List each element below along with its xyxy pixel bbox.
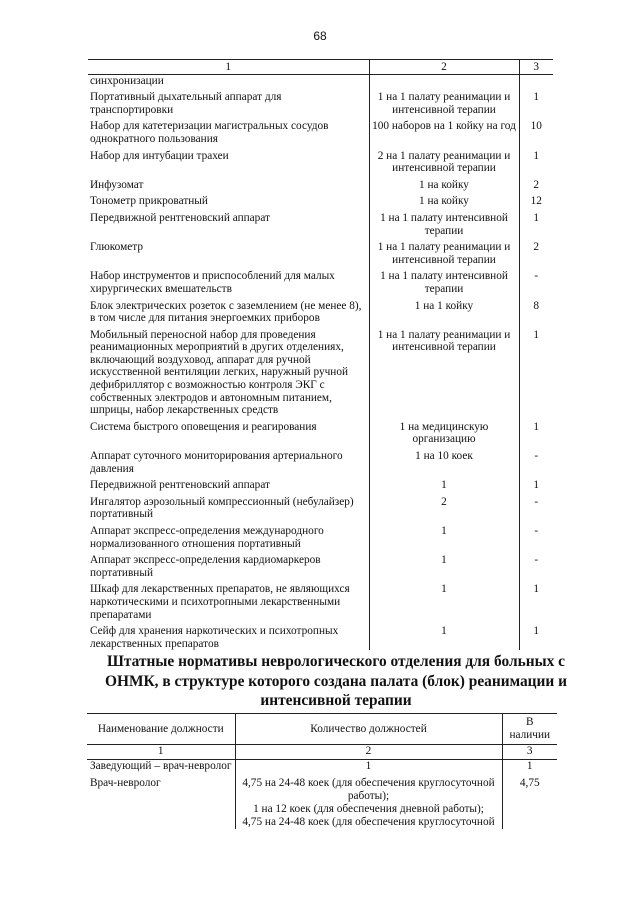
equipment-quantity: 1: [369, 550, 519, 579]
position-name: Врач-невролог: [90, 777, 161, 789]
equipment-row: [88, 175, 553, 192]
staffing-row: [87, 773, 557, 829]
equipment-available: 1: [519, 87, 553, 116]
equipment-row: [88, 621, 553, 650]
equipment-quantity: 1: [369, 621, 519, 650]
column-number-3: 3: [502, 745, 557, 760]
equipment-available: 1: [519, 579, 553, 621]
equipment-quantity: 1 на 1 палату реанимации и интенсивной терапии: [369, 237, 519, 266]
equipment-quantity: 1 на 1 палату интенсивной терапии: [369, 208, 519, 237]
position-count-line: 1 на 12 коек (для обеспечения дневной работы);: [253, 803, 484, 815]
equipment-row: [88, 325, 553, 417]
position-count: [235, 760, 502, 774]
equipment-available: 1: [519, 475, 553, 492]
equipment-name: Портативный дыхательный аппарат для транспортировки: [90, 91, 282, 116]
equipment-quantity: 1 на медицинскую организацию: [369, 417, 519, 446]
equipment-name: Тонометр прикроватный: [90, 195, 208, 208]
equipment-name: Передвижной рентгеновский аппарат: [90, 211, 270, 224]
equipment-quantity: 2 на 1 палату реанимации и интенсивной терапии: [369, 146, 519, 175]
equipment-available: -: [519, 550, 553, 579]
staffing-row: [87, 760, 557, 774]
equipment-quantity: 1 на койку: [369, 191, 519, 208]
equipment-name: синхронизации: [90, 74, 164, 87]
equipment-row: [88, 492, 553, 521]
equipment-name: Ингалятор аэрозольный компрессионный (небулайзер) портативный: [90, 495, 354, 521]
equipment-quantity: 1: [369, 579, 519, 621]
equipment-name: Аппарат экспресс-определения международного нормализованного отношения портативный: [90, 525, 324, 550]
equipment-row: [88, 296, 553, 325]
equipment-table-header: [88, 60, 553, 75]
equipment-row: [88, 550, 553, 579]
equipment-available: 8: [519, 296, 553, 325]
equipment-table-body: [88, 74, 553, 650]
equipment-name: Сейф для хранения наркотических и психотропных лекарственных препаратов: [90, 625, 339, 650]
equipment-name: Мобильный переносной набор для проведения реанимационных мероприятий в других отделениях, включающий воздуховод, аппарат для ручной искусственной вентиляции легких, наружный ручной дефибриллятор с возможностью контроля ЭКГ с собственных электродов и автономным питанием, шприцы, набор лекарственных средств: [90, 328, 349, 417]
equipment-row: [88, 191, 553, 208]
staffing-table: [87, 713, 557, 829]
position-available: 1: [502, 760, 557, 774]
equipment-available: 12: [519, 191, 553, 208]
equipment-table: [88, 59, 553, 650]
section-heading: Штатные нормативы неврологического отделения для больных с ОНМК, в структуре которого создана палата (блок) реанимации и интенсивной терапии: [105, 653, 567, 709]
position-available: 4,75: [502, 773, 557, 829]
column-number-3: 3: [519, 60, 553, 75]
equipment-quantity: 1 на 1 палату реанимации и интенсивной терапии: [369, 87, 519, 116]
equipment-name: Аппарат экспресс-определения кардиомаркеров портативный: [90, 554, 321, 579]
equipment-quantity: 1: [369, 475, 519, 492]
equipment-quantity: 1 на 1 палату реанимации и интенсивной терапии: [369, 325, 519, 417]
equipment-quantity: 100 наборов на 1 койку на год: [369, 116, 519, 145]
header-position-name: Наименование должности: [87, 714, 235, 745]
staffing-table-body: [87, 760, 557, 830]
column-number-1: 1: [88, 60, 369, 75]
equipment-quantity: [369, 74, 519, 87]
equipment-available: 1: [519, 417, 553, 446]
equipment-available: 1: [519, 208, 553, 237]
equipment-quantity: 1 на 1 палату интенсивной терапии: [369, 266, 519, 295]
equipment-available: -: [519, 446, 553, 475]
equipment-row: [88, 208, 553, 237]
staffing-table-header: [87, 714, 557, 745]
equipment-available: 2: [519, 237, 553, 266]
position-count-line: 4,75 на 24-48 коек (для обеспечения круглосуточной работы);: [242, 777, 495, 802]
equipment-available: 1: [519, 621, 553, 650]
equipment-name: Набор инструментов и приспособлений для малых хирургических вмешательств: [90, 270, 335, 295]
equipment-available: 1: [519, 325, 553, 417]
equipment-name: Аппарат суточного мониторирования артериального давления: [90, 450, 343, 475]
position-name: Заведующий – врач-невролог: [90, 760, 232, 772]
equipment-available: 10: [519, 116, 553, 145]
equipment-name: Инфузомат: [90, 178, 144, 191]
equipment-name: Набор для катетеризации магистральных сосудов однократного пользования: [90, 120, 329, 145]
equipment-available: -: [519, 521, 553, 550]
equipment-row: [88, 521, 553, 550]
equipment-row: [88, 417, 553, 446]
position-count-line: 1: [365, 760, 372, 772]
equipment-name: Блок электрических розеток с заземлением (не менее 8), в том числе для питания энергоемких приборов: [90, 299, 362, 325]
equipment-row: [88, 579, 553, 621]
equipment-row: [88, 475, 553, 492]
equipment-available: 1: [519, 146, 553, 175]
equipment-row: [88, 87, 553, 116]
column-number-1: 1: [87, 745, 235, 760]
equipment-quantity: 1: [369, 521, 519, 550]
equipment-row: [88, 74, 553, 87]
equipment-quantity: 1 на койку: [369, 175, 519, 192]
equipment-row: [88, 266, 553, 295]
equipment-quantity: 1 на 10 коек: [369, 446, 519, 475]
page-number: 68: [313, 29, 327, 43]
equipment-quantity: 1 на 1 койку: [369, 296, 519, 325]
equipment-row: [88, 237, 553, 266]
staffing-number-row: [87, 745, 557, 760]
header-available: В наличии: [502, 714, 557, 745]
column-number-2: 2: [369, 60, 519, 75]
position-count-line: 4,75 на 24-48 коек (для обеспечения круглосуточной: [242, 816, 495, 828]
equipment-available: [519, 74, 553, 87]
equipment-name: Система быстрого оповещения и реагирования: [90, 420, 317, 433]
column-number-2: 2: [235, 745, 502, 760]
position-count: [235, 773, 502, 829]
equipment-available: -: [519, 492, 553, 521]
equipment-name: Глюкометр: [90, 241, 143, 254]
header-position-count: Количество должностей: [235, 714, 502, 745]
equipment-available: 2: [519, 175, 553, 192]
equipment-row: [88, 146, 553, 175]
equipment-row: [88, 446, 553, 475]
equipment-available: -: [519, 266, 553, 295]
equipment-name: Передвижной рентгеновский аппарат: [90, 479, 270, 492]
equipment-quantity: 2: [369, 492, 519, 521]
equipment-name: Набор для интубации трахеи: [90, 149, 229, 162]
equipment-name: Шкаф для лекарственных препаратов, не являющихся наркотическими и психотропными лекарственными препаратами: [90, 583, 350, 621]
equipment-row: [88, 116, 553, 145]
